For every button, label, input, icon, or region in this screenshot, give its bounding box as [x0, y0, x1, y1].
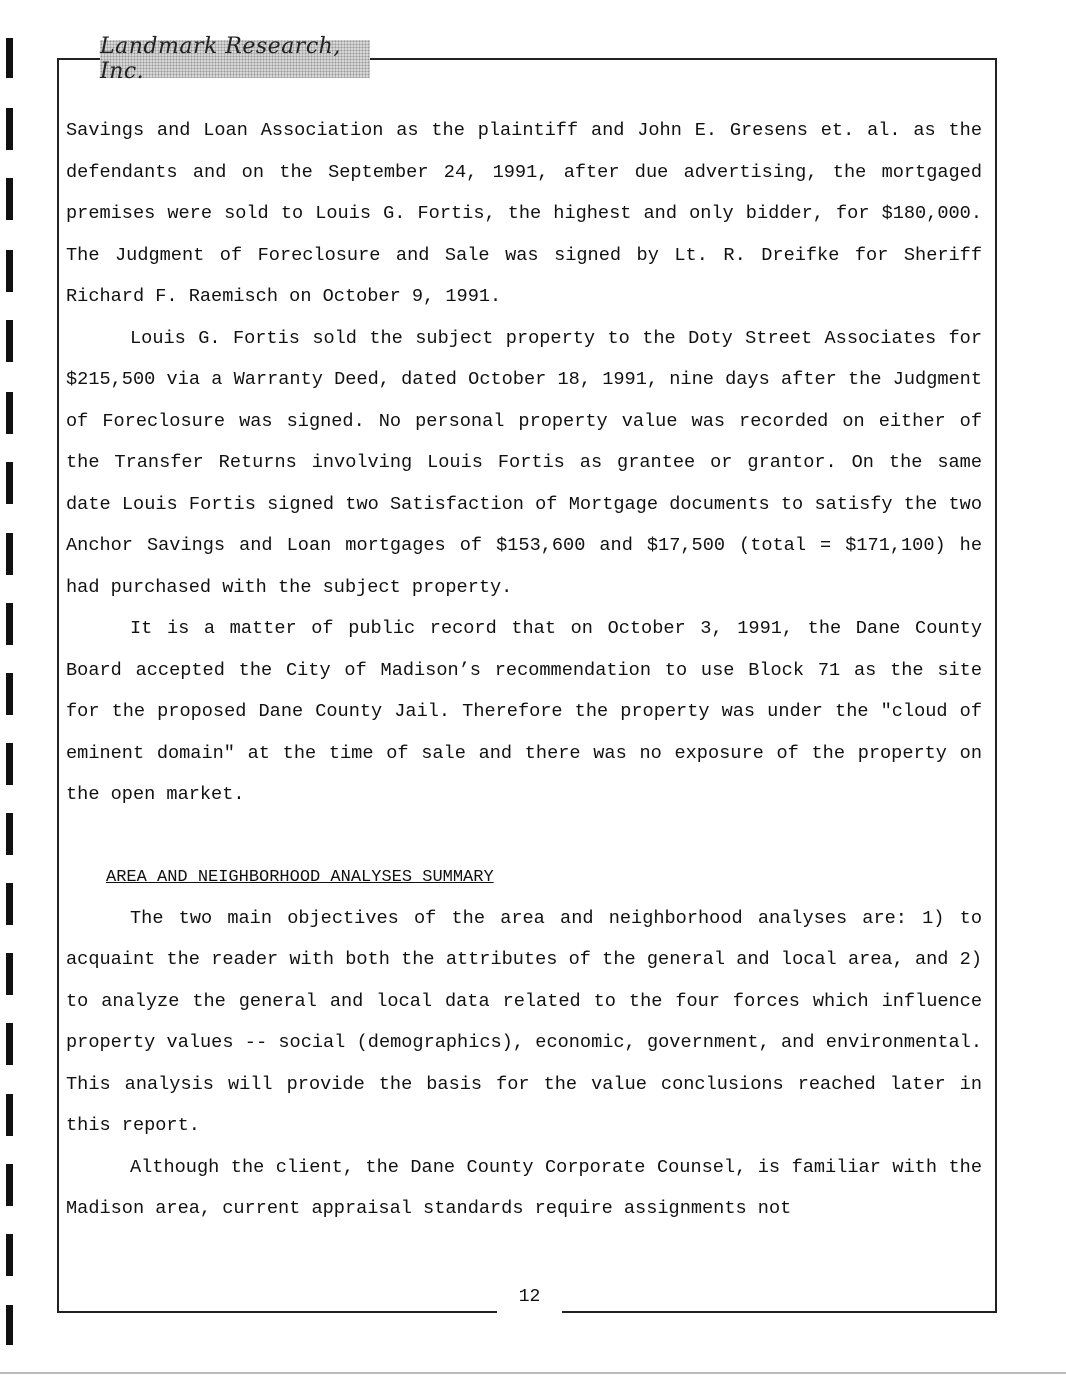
binding-mark — [6, 1023, 13, 1065]
binding-mark — [6, 1164, 13, 1206]
scan-edge — [0, 1372, 1066, 1374]
spacer — [66, 816, 982, 857]
section-heading: AREA AND NEIGHBORHOOD ANALYSES SUMMARY — [106, 867, 494, 887]
binding-mark — [6, 108, 13, 150]
binding-mark — [6, 533, 13, 575]
binding-mark — [6, 1305, 13, 1345]
binding-mark — [6, 462, 13, 504]
document-body — [66, 110, 982, 1230]
binding-mark — [6, 392, 13, 434]
binding-mark — [6, 603, 13, 645]
binding-mark — [6, 953, 13, 995]
binding-mark — [6, 883, 13, 925]
binding-mark — [6, 178, 13, 220]
binding-mark — [6, 673, 13, 715]
logo-text: Landmark Research, Inc. — [100, 34, 341, 84]
paragraph: Louis G. Fortis sold the subject property to the Doty Street Associates for $215,500 via a Warranty Deed, dated October 18, 1991, nine days after the Judgment of Foreclosure was signed. No personal property value was recorded on either of the Transfer Returns involving Louis Fortis as grantee or grantor. On the same date Louis Fortis signed two Satisfaction of Mortgage documents to satisfy the two Anchor Savings and Loan mortgages of $153,600 and $17,500 (total = $171,100) he had purchased with the subject property. — [66, 327, 982, 598]
binding-mark — [6, 250, 13, 292]
binding-mark — [6, 743, 13, 785]
company-logo — [100, 34, 370, 84]
paragraph: The two main objectives of the area and neighborhood analyses are: 1) to acquaint the reader with both the attributes of the general and local area, and 2) to analyze the general and local data related to the four forces which influence property values -- social (demographics), economic, government, and environmental. This analysis will provide the basis for the value conclusions reached later in this report. — [66, 907, 982, 1136]
binding-mark — [6, 1234, 13, 1276]
binding-mark — [6, 38, 13, 78]
binding-mark — [6, 320, 13, 362]
binding-mark — [6, 813, 13, 855]
paragraph: It is a matter of public record that on October 3, 1991, the Dane County Board accepted the City of Madison’s recommendation to use Block 71 as the site for the proposed Dane County Jail. Therefore the property was under the "cloud of eminent domain" at the time of sale and there was no exposure of the property on the open market. — [66, 618, 982, 805]
page-number: 12 — [518, 1287, 541, 1307]
binding-mark — [6, 1094, 13, 1136]
paragraph: Although the client, the Dane County Corporate Counsel, is familiar with the Madison area, current appraisal standards require assignments not — [66, 1156, 982, 1219]
paragraph: Savings and Loan Association as the plaintiff and John E. Gresens et. al. as the defendants and on the September 24, 1991, after due advertising, the mortgaged premises were sold to Louis G. Fortis, the highest and only bidder, for $180,000. The Judgment of Foreclosure and Sale was signed by Lt. R. Dreifke for Sheriff Richard F. Raemisch on October 9, 1991. — [66, 120, 982, 307]
